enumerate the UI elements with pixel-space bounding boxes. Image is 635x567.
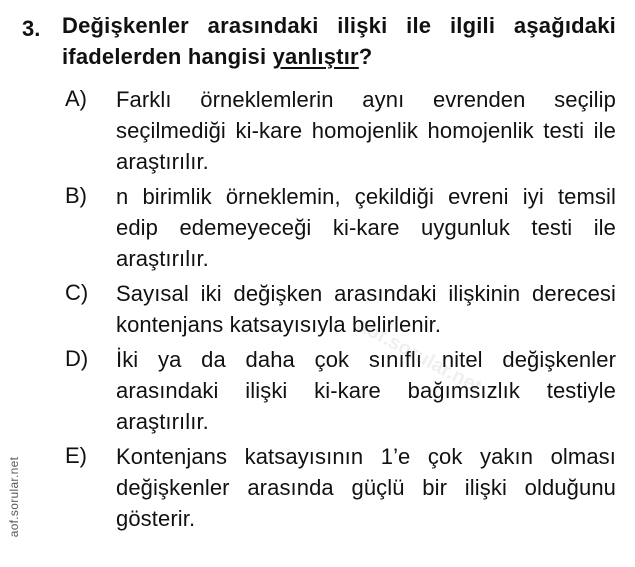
question-block	[22, 10, 616, 538]
option-text: Kontenjans katsayısının 1’e çok yakın olması değişkenler arasında güçlü bir ilişki olduğunu gösterir.	[116, 444, 616, 531]
options-list	[22, 84, 616, 534]
option-c[interactable]	[22, 278, 616, 340]
option-text: İki ya da daha çok sınıflı nitel değişkenler arasındaki ilişki ki-kare bağımsızlık testiyle araştırılır.	[116, 347, 616, 434]
option-letter: C)	[65, 280, 89, 305]
option-b[interactable]	[22, 181, 616, 274]
option-letter: E)	[65, 443, 87, 468]
option-letter: B)	[65, 183, 87, 208]
option-letter: A)	[65, 86, 87, 111]
option-d[interactable]	[22, 344, 616, 437]
option-letter: D)	[65, 346, 89, 371]
question-header	[22, 10, 616, 72]
center-watermark: aof.sorular.net	[353, 313, 486, 399]
question-text-emphasis: yanlıştır	[272, 44, 359, 69]
question-text-main: Değişkenler arasındaki ilişki ile ilgili aşağıdaki ifadelerden hangisi	[62, 13, 616, 69]
option-text: n birimlik örneklemin, çekildiği evreni iyi temsil edip edemeyeceği ki-kare uygunluk testi ile araştırılır.	[116, 184, 616, 271]
option-e[interactable]	[22, 441, 616, 534]
question-mark: ?	[358, 44, 373, 69]
option-text: Farklı örneklemlerin aynı evrenden seçilip seçilmediği ki-kare homojenlik homojenlik testi ile araştırılır.	[116, 87, 616, 174]
question-text	[62, 10, 616, 72]
side-watermark: aof.sorular.net	[7, 456, 21, 538]
option-text: Sayısal iki değişken arasındaki ilişkinin derecesi kontenjans katsayısıyla belirlenir.	[116, 281, 616, 337]
option-a[interactable]	[22, 84, 616, 177]
question-number: 3.	[22, 16, 41, 41]
